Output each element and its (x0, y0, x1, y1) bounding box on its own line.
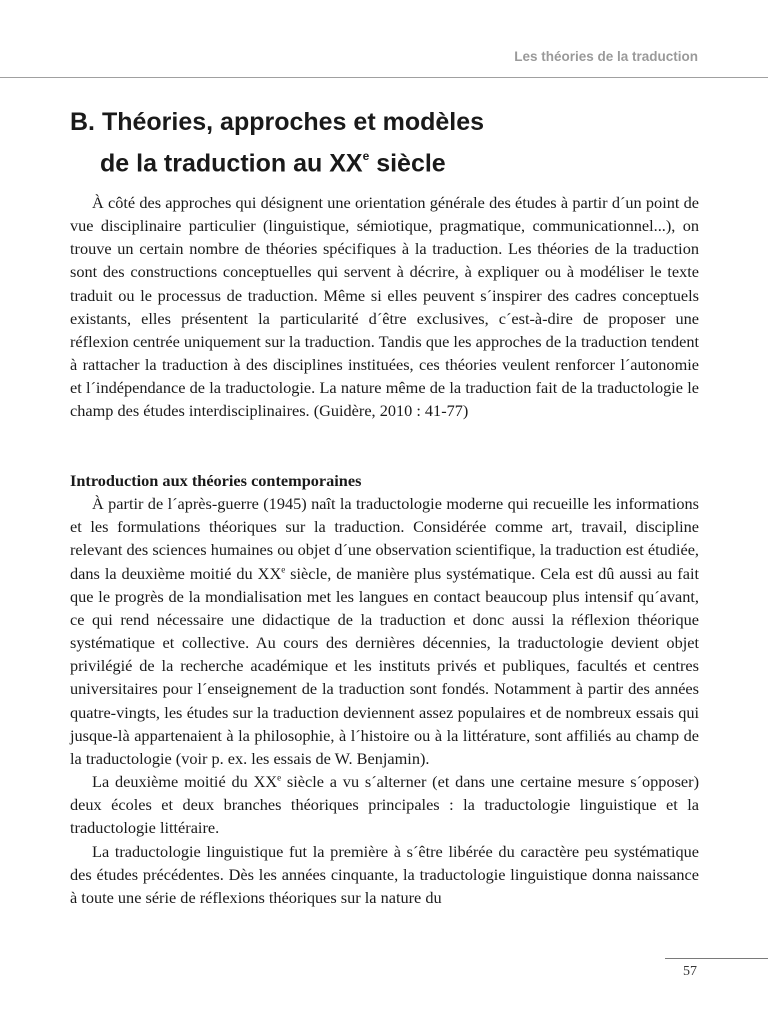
body-paragraph-2-part-b: siècle a vu s´alterner (et dans une certaine mesure s´opposer) deux écoles et deux branches théoriques principales : la traductologie linguistique et la traductologie littéraire. (70, 772, 699, 838)
header-rule (0, 77, 768, 78)
contemporary-theories-block (70, 469, 699, 909)
body-paragraph-1-part-a: À partir de l´après-guerre (1945) naît la traductologie moderne qui recueille les informations et les formulations théoriques sur la traduction. Considérée comme art, travail, discipline relevant des sciences humaines ou objet d´une observation scientifique, la traduction est étudiée, dans la deuxième moitié du XX (70, 494, 699, 583)
body-paragraph-1-part-b: siècle, de manière plus systématique. Cela est dû aussi au fait que le progrès de la mondialisation met les langues en contact beaucoup plus intensif qu´avant, ce qui rend nécessaire une didactique de la traduction et donc aussi la réflexion théorique systématique et collective. Au cours des dernières décennies, la traductologie devient objet privilégié de la recherche académique et les instituts privés et publiques, facultés et centres universitaires pour l´enseignement de la traduction sont fondés. Notamment à partir des années quatre-vingts, les études sur la traduction deviennent assez populaires et de nombreux essais qui jusque-là appartenaient à la philosophie, à l´histoire ou à la littérature, sont affiliés au champ de la traductologie (voir p. ex. les essais de W. Benjamin). (70, 563, 699, 768)
section-title-line2 (70, 140, 700, 181)
section-title-superscript: e (362, 149, 370, 163)
footer-rule (665, 958, 768, 959)
section-title-line2-end: siècle (369, 149, 446, 178)
body-paragraph-3: La traductologie linguistique fut la première à s´être libérée du caractère peu systématique des études précédentes. Dès les années cinquante, la traductologie linguistique donna naissance à toute une série de réflexions théoriques sur la nature du (70, 841, 699, 907)
section-title-line1: B. Théories, approches et modèles (70, 108, 485, 136)
section-title-line2-main: de la traduction au XX (100, 149, 363, 178)
body-paragraph-1-superscript: e (281, 564, 286, 575)
intro-paragraph: À côté des approches qui désignent une orientation générale des études à partir d´un point de vue disciplinaire particulier (linguistique, sémiotique, pragmatique, communicationnel...), on trouve un certain nombre de théories spécifiques à la traduction. Les théories de la traduction sont des constructions conceptuelles qui servent à décrire, à expliquer ou à modéliser le texte traduit ou le processus de traduction. Même si elles peuvent s´inspirer des cadres conceptuels existants, elles présentent la particularité d´être exclusives, c´est-à-dire de proposer une réflexion centrée uniquement sur la traduction. Tandis que les approches de la traduction tendent à rattacher la traduction à des disciplines instituées, ces théories veulent renforcer l´autonomie et l´indépendance de la traductologie. La nature même de la traduction fait de la traductologie le champ des études interdisciplinaires. (Guidère, 2010 : 41-77) (70, 193, 699, 421)
page-number: 57 (683, 964, 697, 979)
body-paragraph-2 (70, 770, 699, 839)
body-paragraph-2-part-a: La deuxième moitié du XX (92, 772, 278, 792)
subsection-heading: Introduction aux théories contemporaines (70, 471, 362, 490)
intro-block (70, 191, 699, 423)
body-paragraph-2-superscript: e (277, 772, 282, 783)
body-paragraph-1 (70, 492, 699, 770)
section-title (70, 104, 700, 181)
running-header: Les théories de la traduction (514, 49, 698, 64)
